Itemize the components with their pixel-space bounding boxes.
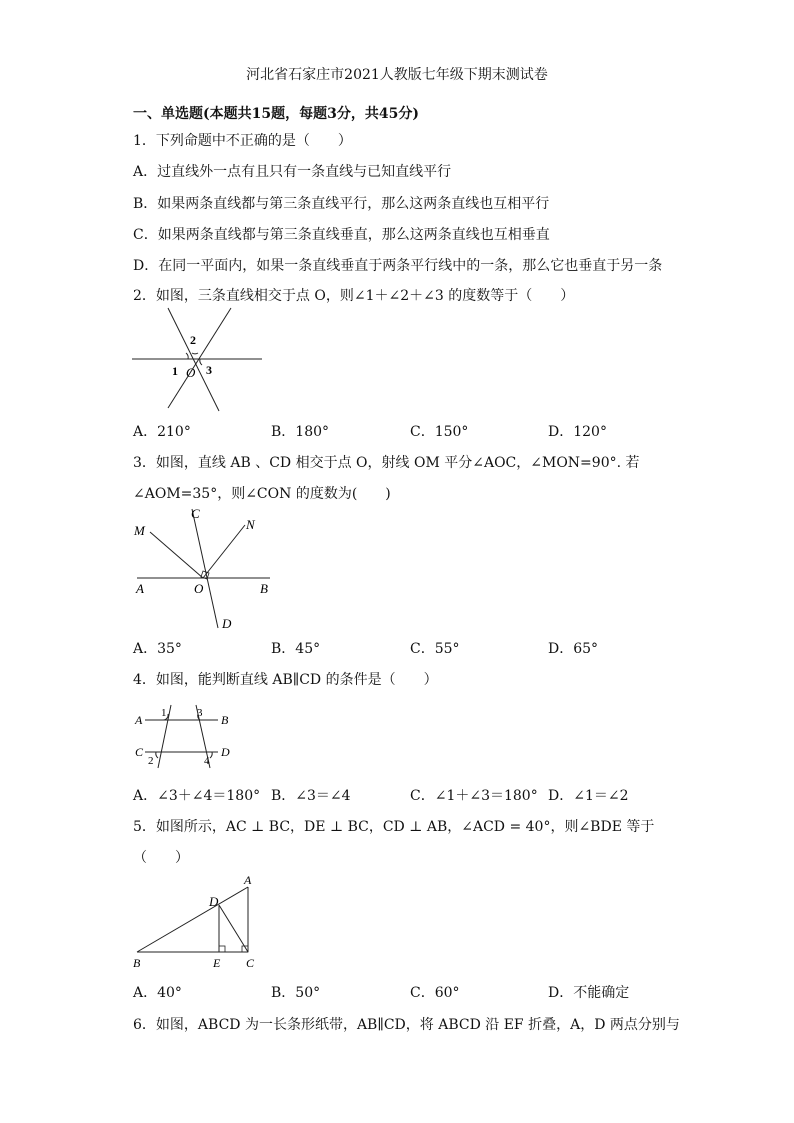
q4-stem: 4．如图，能判断直线 AB∥CD 的条件是（ ） bbox=[133, 672, 438, 688]
q5-option-a: A．40° bbox=[133, 985, 182, 1001]
q5-stem-line2: （ ） bbox=[133, 850, 189, 866]
q2-label-o: O bbox=[186, 365, 196, 380]
q4-figure bbox=[130, 700, 240, 775]
q1-option-b: B．如果两条直线都与第三条直线平行，那么这两条直线也互相平行 bbox=[133, 196, 550, 212]
q3-option-c: C．55° bbox=[410, 641, 460, 657]
q3-label-m: M bbox=[134, 523, 145, 538]
q1-option-a: A．过直线外一点有且只有一条直线与已知直线平行 bbox=[133, 164, 452, 180]
q5-option-b: B．50° bbox=[271, 985, 321, 1001]
q1-option-c: C．如果两条直线都与第三条直线垂直，那么这两条直线也互相垂直 bbox=[133, 227, 550, 243]
q3-option-b: B．45° bbox=[271, 641, 321, 657]
q3-label-c: C bbox=[191, 506, 200, 521]
q2-option-d: D．120° bbox=[548, 424, 607, 440]
q4-label-2: 2 bbox=[148, 755, 154, 767]
q3-stem-line1: 3．如图，直线 AB 、CD 相交于点 O，射线 OM 平分∠AOC，∠MON=90°. 若 bbox=[133, 455, 640, 471]
q1-stem: 1．下列命题中不正确的是（ ） bbox=[133, 133, 352, 149]
q4-option-a: A．∠3＋∠4＝180° bbox=[133, 788, 261, 804]
q5-option-c: C．60° bbox=[410, 985, 460, 1001]
q5-label-c: C bbox=[246, 956, 255, 970]
q3-label-n: N bbox=[246, 517, 255, 532]
q5-label-d: D bbox=[209, 894, 219, 909]
q3-option-d: D．65° bbox=[548, 641, 599, 657]
q2-option-c: C．150° bbox=[410, 424, 469, 440]
q3-figure bbox=[130, 505, 280, 635]
q4-option-d: D．∠1＝∠2 bbox=[548, 788, 629, 804]
q4-label-c: C bbox=[135, 745, 144, 759]
page-title: 河北省石家庄市2021人教版七年级下期末测试卷 bbox=[246, 67, 548, 83]
q3-option-a: A．35° bbox=[133, 641, 182, 657]
q5-label-b: B bbox=[133, 956, 141, 970]
q3-label-d: D bbox=[222, 616, 232, 631]
q4-label-3: 3 bbox=[197, 707, 203, 719]
q4-label-b: B bbox=[221, 713, 229, 727]
q5-figure bbox=[130, 872, 270, 977]
q5-stem-line1: 5．如图所示，AC ⊥ BC，DE ⊥ BC，CD ⊥ AB，∠ACD = 40°，则∠BDE 等于 bbox=[133, 819, 655, 835]
q4-label-d: D bbox=[221, 745, 230, 759]
q5-label-a: A bbox=[244, 873, 252, 887]
q4-label-1: 1 bbox=[161, 707, 167, 719]
q3-label-o: O bbox=[194, 581, 204, 596]
q4-option-c: C．∠1＋∠3＝180° bbox=[410, 788, 538, 804]
q2-option-b: B．180° bbox=[271, 424, 330, 440]
q6-stem: 6．如图，ABCD 为一长条形纸带，AB∥CD，将 ABCD 沿 EF 折叠，A，D 两点分别与 bbox=[133, 1017, 680, 1033]
q4-label-a: A bbox=[135, 713, 143, 727]
q2-option-a: A．210° bbox=[133, 424, 191, 440]
q4-label-4: 4 bbox=[204, 755, 210, 767]
q2-label-3: 3 bbox=[206, 363, 212, 377]
q2-label-2: 2 bbox=[190, 333, 196, 347]
q5-label-e: E bbox=[213, 956, 221, 970]
q3-stem-line2: ∠AOM=35°，则∠CON 的度数为( ) bbox=[133, 486, 391, 502]
q5-option-d: D．不能确定 bbox=[548, 985, 630, 1001]
section-heading: 一、单选题(本题共15题，每题3分，共45分) bbox=[133, 106, 419, 122]
q3-label-b: B bbox=[260, 581, 268, 596]
q2-stem: 2．如图，三条直线相交于点 O，则∠1＋∠2＋∠3 的度数等于（ ） bbox=[133, 288, 575, 304]
q4-option-b: B．∠3＝∠4 bbox=[271, 788, 351, 804]
q3-label-a: A bbox=[136, 581, 144, 596]
q2-figure bbox=[130, 305, 270, 415]
q1-option-d: D．在同一平面内，如果一条直线垂直于两条平行线中的一条，那么它也垂直于另一条 bbox=[133, 258, 663, 274]
q2-label-1: 1 bbox=[172, 364, 178, 378]
